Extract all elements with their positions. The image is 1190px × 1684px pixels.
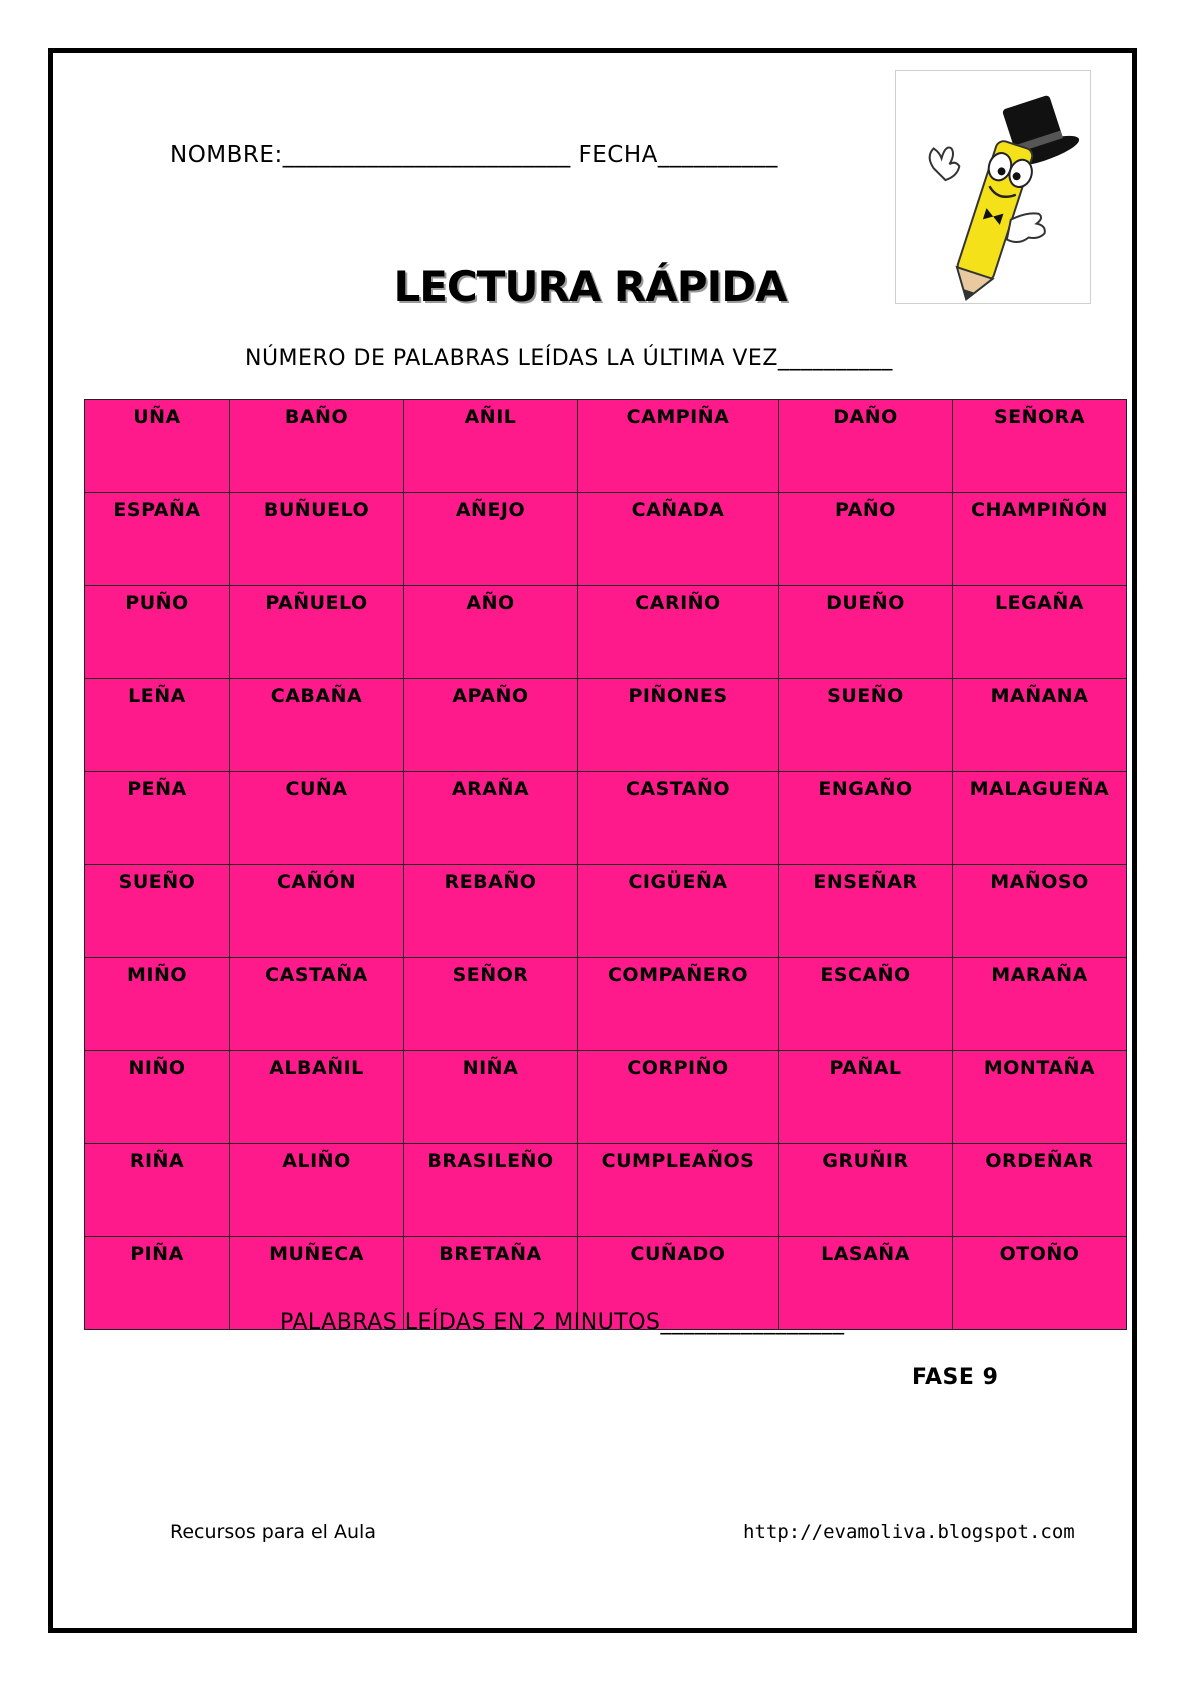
word-cell: CAÑADA [578,493,779,586]
word-cell: PAÑUELO [230,586,404,679]
word-cell: PIÑA [85,1237,230,1330]
word-row [85,586,1127,679]
word-cell: MONTAÑA [953,1051,1127,1144]
word-cell: APAÑO [404,679,578,772]
word-cell: ESCAÑO [779,958,953,1051]
word-cell: ENGAÑO [779,772,953,865]
footer-source: Recursos para el Aula [170,1521,376,1543]
word-cell: GRUÑIR [779,1144,953,1237]
word-row [85,493,1127,586]
words-read-count-line: PALABRAS LEÍDAS EN 2 MINUTOS________________ [280,1310,845,1335]
word-row [85,1144,1127,1237]
word-cell: ARAÑA [404,772,578,865]
word-cell: SEÑOR [404,958,578,1051]
page-title: LECTURA RÁPIDA [393,262,787,311]
last-read-count-line: NÚMERO DE PALABRAS LEÍDAS LA ÚLTIMA VEZ__________ [245,346,893,371]
phase-label: FASE 9 [912,1365,999,1390]
word-cell: ALIÑO [230,1144,404,1237]
footer-url: http://evamoliva.blogspot.com [743,1521,1075,1543]
word-cell: CORPIÑO [578,1051,779,1144]
word-cell: OTOÑO [953,1237,1127,1330]
word-cell: BUÑUELO [230,493,404,586]
word-cell: CAÑÓN [230,865,404,958]
word-cell: AÑO [404,586,578,679]
word-grid [84,399,1127,1330]
pencil-mascot-illustration [895,70,1091,304]
word-cell: PAÑO [779,493,953,586]
date-field-label: FECHA__________ [578,142,778,168]
word-cell: ESPAÑA [85,493,230,586]
word-row [85,865,1127,958]
word-cell: ALBAÑIL [230,1051,404,1144]
word-cell: AÑIL [404,400,578,493]
word-cell: LEÑA [85,679,230,772]
word-cell: BRASILEÑO [404,1144,578,1237]
word-cell: MAÑOSO [953,865,1127,958]
word-cell: PAÑAL [779,1051,953,1144]
word-cell: LEGAÑA [953,586,1127,679]
word-cell: BRETAÑA [404,1237,578,1330]
word-cell: NIÑO [85,1051,230,1144]
word-cell: DAÑO [779,400,953,493]
name-date-line [170,142,778,168]
word-cell: PEÑA [85,772,230,865]
word-row [85,400,1127,493]
word-cell: ENSEÑAR [779,865,953,958]
word-cell: BAÑO [230,400,404,493]
word-cell: UÑA [85,400,230,493]
word-cell: SUEÑO [85,865,230,958]
word-cell: LASAÑA [779,1237,953,1330]
word-cell: CAMPIÑA [578,400,779,493]
word-cell: DUEÑO [779,586,953,679]
word-cell: MARAÑA [953,958,1127,1051]
word-cell: CHAMPIÑÓN [953,493,1127,586]
word-cell: MIÑO [85,958,230,1051]
word-cell: PUÑO [85,586,230,679]
word-cell: AÑEJO [404,493,578,586]
word-cell: REBAÑO [404,865,578,958]
word-cell: MALAGUEÑA [953,772,1127,865]
word-cell: SEÑORA [953,400,1127,493]
word-row [85,958,1127,1051]
word-cell: COMPAÑERO [578,958,779,1051]
word-cell: CARIÑO [578,586,779,679]
word-cell: ORDEÑAR [953,1144,1127,1237]
word-cell: SUEÑO [779,679,953,772]
name-field-label: NOMBRE:________________________ [170,142,571,168]
word-cell: MUÑECA [230,1237,404,1330]
word-row [85,679,1127,772]
word-cell: RIÑA [85,1144,230,1237]
word-row [85,772,1127,865]
word-cell: NIÑA [404,1051,578,1144]
word-cell: CUÑADO [578,1237,779,1330]
word-cell: CASTAÑA [230,958,404,1051]
word-cell: CUÑA [230,772,404,865]
word-cell: CABAÑA [230,679,404,772]
word-cell: CIGÜEÑA [578,865,779,958]
word-row [85,1051,1127,1144]
word-cell: MAÑANA [953,679,1127,772]
word-cell: CASTAÑO [578,772,779,865]
word-cell: CUMPLEAÑOS [578,1144,779,1237]
word-cell: PIÑONES [578,679,779,772]
